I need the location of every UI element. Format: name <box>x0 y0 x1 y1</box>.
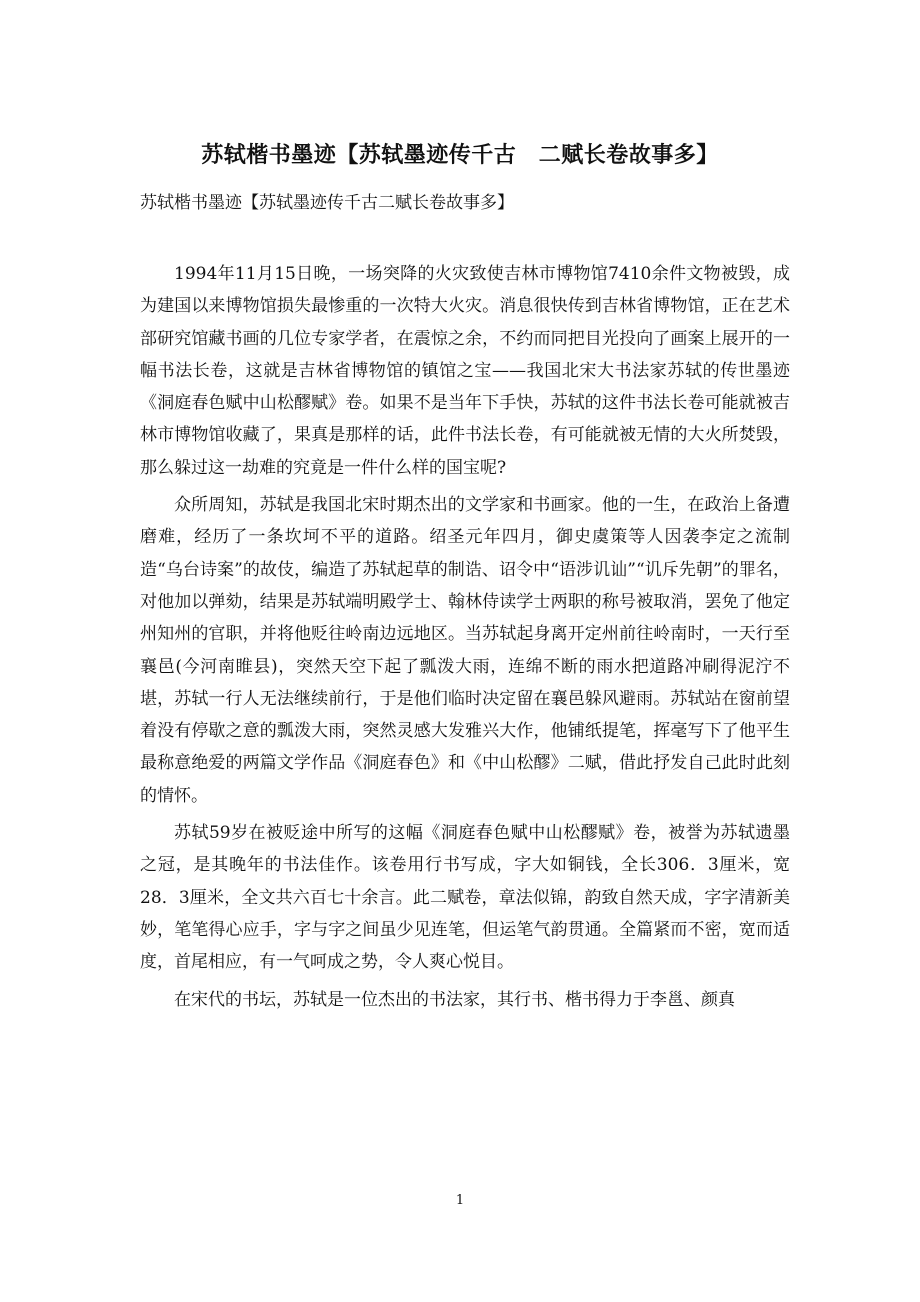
document-body <box>140 258 790 1021</box>
page-number: 1 <box>455 1193 465 1208</box>
paragraph-4: 在宋代的书坛，苏轼是一位杰出的书法家，其行书、楷书得力于李邕、颜真 <box>174 989 735 1010</box>
paragraph-3: 苏轼59岁在被贬途中所写的这幅《洞庭春色赋中山松醪赋》卷，被誉为苏轼遗墨之冠，是其晚年的书法佳作。该卷用行书写成，字大如铜钱，全长306．3厘米，宽28．3厘米，全文共六百七十余言。此二赋卷，章法似锦，韵致自然天成，字字清新美妙，笔笔得心应手，字与字之间虽少见连笔，但运笔气韵贯通。全篇紧而不密，宽而适度，首尾相应，有一气呵成之势，令人爽心悦目。 <box>140 823 790 973</box>
document-title: 苏轼楷书墨迹【苏轼墨迹传千古 二赋长卷故事多】 <box>201 142 719 168</box>
paragraph-1: 1994年11月15日晚，一场突降的火灾致使吉林市博物馆7410余件文物被毁，成为建国以来博物馆损失最惨重的一次特大火灾。消息很快传到吉林省博物馆，正在艺术部研究馆藏书画的几位专家学者，在震惊之余，不约而同把目光投向了画案上展开的一幅书法长卷，这就是吉林省博物馆的镇馆之宝——我国北宋大书法家苏轼的传世墨迹《洞庭春色赋中山松醪赋》卷。如果不是当年下手快，苏轼的这件书法长卷可能就被吉林市博物馆收藏了，果真是那样的话，此件书法长卷，有可能就被无情的大火所焚毁，那么躲过这一劫难的究竟是一件什么样的国宝呢? <box>140 264 790 478</box>
document-subtitle: 苏轼楷书墨迹【苏轼墨迹传千古二赋长卷故事多】 <box>140 193 514 213</box>
paragraph-2: 众所周知，苏轼是我国北宋时期杰出的文学家和书画家。他的一生，在政治上备遭磨难，经历了一条坎坷不平的道路。绍圣元年四月，御史虞策等人因袭李定之流制造“乌台诗案”的故伎，编造了苏轼起草的制诰、诏令中“语涉讥讪”“讥斥先朝”的罪名，对他加以弹劾，结果是苏轼端明殿学士、翰林侍读学士两职的称号被取消，罢免了他定州知州的官职，并将他贬往岭南边远地区。当苏轼起身离开定州前往岭南时，一天行至襄邑(今河南睢县)，突然天空下起了瓢泼大雨，连绵不断的雨水把道路冲刷得泥泞不堪，苏轼一行人无法继续前行，于是他们临时决定留在襄邑躲风避雨。苏轼站在窗前望着没有停歇之意的瓢泼大雨，突然灵感大发雅兴大作，他铺纸提笔，挥毫写下了他平生最称意绝爱的两篇文学作品《洞庭春色》和《中山松醪》二赋，借此抒发自己此时此刻的情怀。 <box>140 495 790 806</box>
